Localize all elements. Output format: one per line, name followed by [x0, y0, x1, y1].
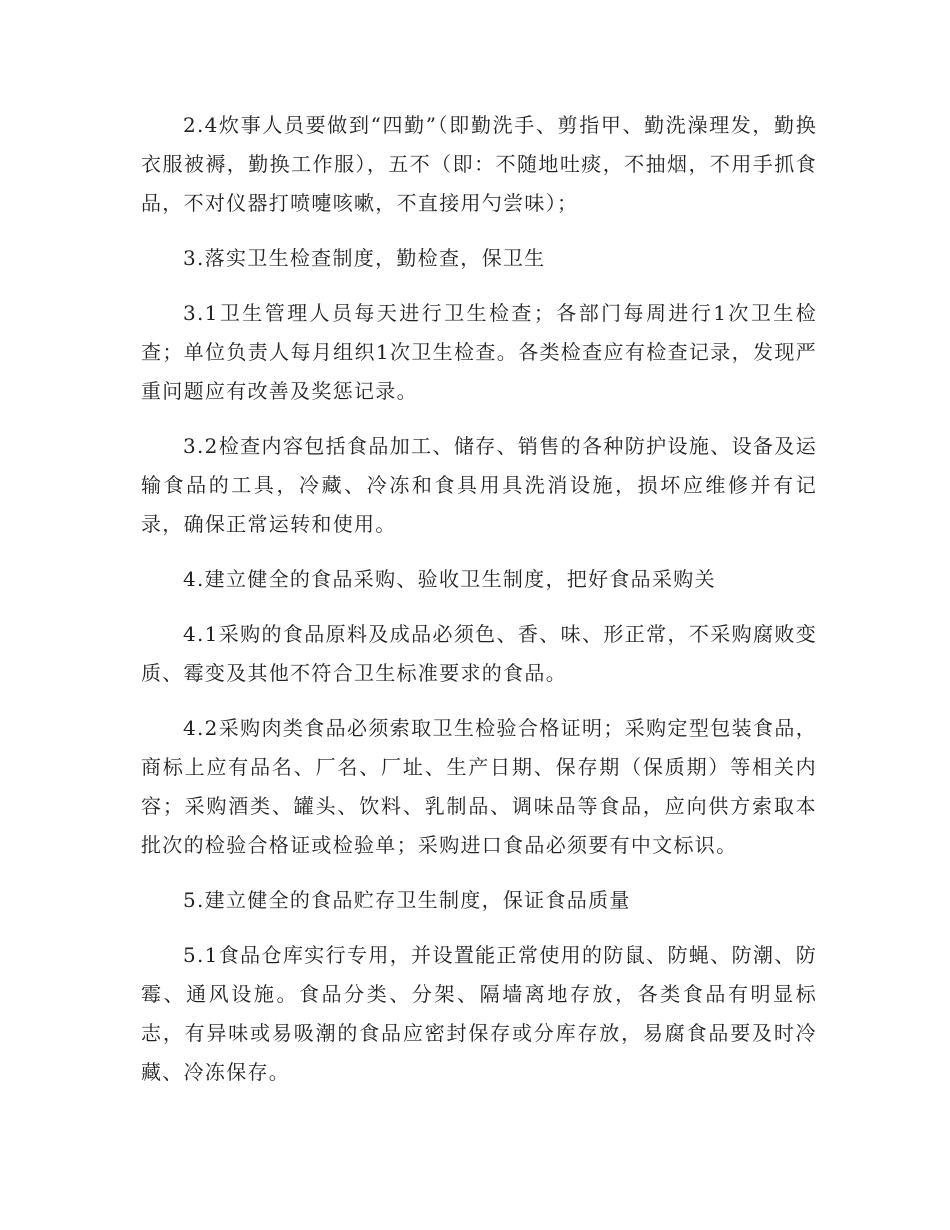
paragraph-4-1: 4.1采购的食品原料及成品必须色、香、味、形正常，不采购腐败变质、霉变及其他不符合卫生标准要求的食品。: [141, 622, 817, 685]
paragraph-2-4: 2.4炊事人员要做到“四勤”（即勤洗手、剪指甲、勤洗澡理发，勤换衣服被褥，勤换工作服），五不（即：不随地吐痰，不抽烟，不用手抓食品，不对仪器打喷嚏咳嗽，不直接用勺尝味）；: [141, 113, 817, 215]
paragraph-3-1: 3.1卫生管理人员每天进行卫生检查；各部门每周进行1次卫生检查；单位负责人每月组织1次卫生检查。各类检查应有检查记录，发现严重问题应有改善及奖惩记录。: [141, 301, 817, 403]
paragraph-5-1: 5.1食品仓库实行专用，并设置能正常使用的防鼠、防蝇、防潮、防霉、通风设施。食品分类、分架、隔墙离地存放，各类食品有明显标志，有异味或易吸潮的食品应密封保存或分库存放，易腐食品要及时冷藏、冷冻保存。: [141, 943, 817, 1084]
document-body: [141, 106, 817, 1108]
paragraph-4-2: 4.2采购肉类食品必须索取卫生检验合格证明；采购定型包装食品，商标上应有品名、厂名、厂址、生产日期、保存期（保质期）等相关内容；采购酒类、罐头、饮料、乳制品、调味品等食品，应向供方索取本批次的检验合格证或检验单；采购进口食品必须要有中文标识。: [141, 716, 817, 857]
heading-3: 3.落实卫生检查制度，勤检查，保卫生: [183, 246, 546, 270]
paragraph-3-2: 3.2检查内容包括食品加工、储存、销售的各种防护设施、设备及运输食品的工具，冷藏、冷冻和食具用具洗消设施，损坏应维修并有记录，确保正常运转和使用。: [141, 434, 817, 536]
heading-4: 4.建立健全的食品采购、验收卫生制度，把好食品采购关: [183, 567, 716, 591]
heading-5: 5.建立健全的食品贮存卫生制度，保证食品质量: [183, 888, 631, 912]
